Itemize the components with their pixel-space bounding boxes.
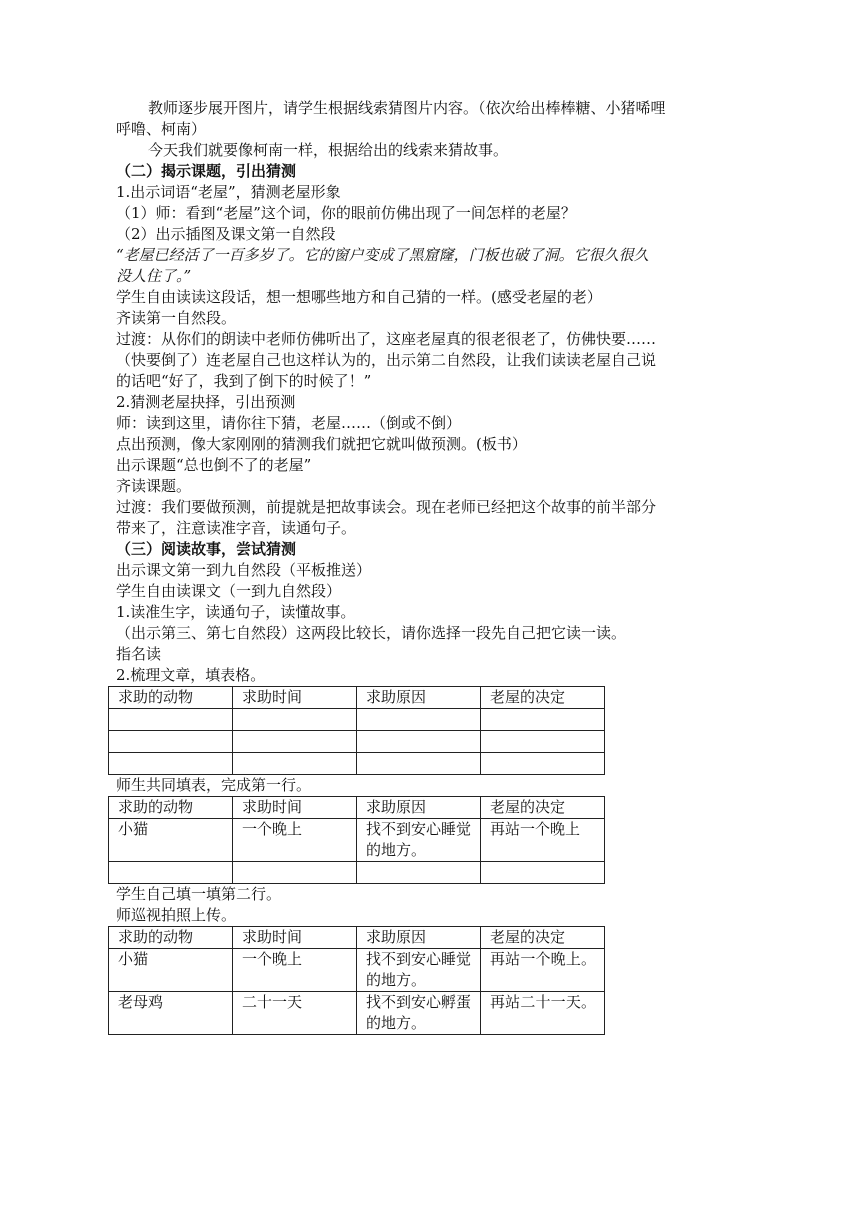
table-header-row (109, 797, 605, 819)
table-cell (357, 709, 481, 731)
table-row (109, 753, 605, 775)
section-heading: （二）揭示课题，引出猜测 (116, 162, 297, 180)
paragraph: 齐读课题。 (116, 477, 192, 495)
table-header-cell: 求助时间 (233, 797, 357, 819)
table-row (109, 862, 605, 884)
table-header-cell: 求助的动物 (109, 687, 233, 709)
paragraph: 2.猜测老屋抉择，引出预测 (116, 393, 296, 411)
table-cell (233, 709, 357, 731)
table-cell: 一个晚上 (233, 949, 357, 992)
table-cell: 再站一个晚上 (481, 819, 605, 862)
paragraph: （1）师：看到“老屋”这个词，你的眼前仿佛出现了一间怎样的老屋？ (116, 204, 576, 222)
paragraph: 过渡：从你们的朗读中老师仿佛听出了，这座老屋真的很老很老了，仿佛快要…… (116, 330, 657, 348)
paragraph: 教师逐步展开图片，请学生根据线索猜图片内容。（依次给出棒棒糖、小猪唏哩 (148, 99, 666, 117)
table-cell (233, 862, 357, 884)
table-header-cell: 老屋的决定 (481, 797, 605, 819)
table-header-cell: 求助原因 (357, 687, 481, 709)
paragraph: （2）出示插图及课文第一自然段 (116, 225, 336, 243)
table-cell (357, 753, 481, 775)
table-cell (109, 753, 233, 775)
table-cell: 找不到安心孵蛋的地方。 (357, 992, 481, 1035)
paragraph: 带来了，注意读准字音，读通句子。 (116, 519, 357, 537)
table-cell (481, 753, 605, 775)
paragraph: 过渡：我们要做预测，前提就是把故事读会。现在老师已经把这个故事的前半部分 (116, 498, 657, 516)
paragraph: 出示课文第一到九自然段（平板推送） (116, 561, 372, 579)
table-row (109, 709, 605, 731)
quote-line: “老屋已经活了一百多岁了。它的窗户变成了黑窟窿，门板也破了洞。它很久很久 (116, 246, 649, 264)
paragraph: 师生共同填表，完成第一行。 (116, 776, 312, 794)
table-row (109, 992, 605, 1035)
table-row (109, 949, 605, 992)
table-cell (357, 862, 481, 884)
table-cell: 老母鸡 (109, 992, 233, 1035)
table-cell (109, 709, 233, 731)
table-cell (481, 862, 605, 884)
section-heading: （三）阅读故事，尝试猜测 (116, 540, 297, 558)
paragraph: 1.出示词语“老屋”，猜测老屋形象 (116, 183, 341, 201)
table-cell (481, 731, 605, 753)
paragraph: 呼噜、柯南） (116, 120, 207, 138)
document-page (116, 98, 756, 1035)
table-cell (233, 753, 357, 775)
paragraph: 指名读 (116, 645, 162, 663)
table-cell: 找不到安心睡觉的地方。 (357, 949, 481, 992)
table-cell (233, 731, 357, 753)
table-cell: 一个晚上 (233, 819, 357, 862)
partial-table (108, 796, 605, 884)
paragraph: 的话吧“好了，我到了倒下的时候了！” (116, 372, 372, 390)
paragraph: 出示课题“总也倒不了的老屋” (116, 456, 312, 474)
paragraph: 学生自己填一填第二行。 (116, 885, 282, 903)
paragraph: （出示第三、第七自然段）这两段比较长，请你选择一段先自己把它读一读。 (116, 624, 627, 642)
table-header-row (109, 927, 605, 949)
table-cell: 小猫 (109, 819, 233, 862)
table-cell (109, 862, 233, 884)
paragraph: 2.梳理文章，填表格。 (116, 666, 266, 684)
table-header-cell: 求助的动物 (109, 797, 233, 819)
table-cell: 再站一个晚上。 (481, 949, 605, 992)
paragraph: （快要倒了）连老屋自己也这样认为的，出示第二自然段，让我们读读老屋自己说 (116, 351, 657, 369)
table-cell: 找不到安心睡觉的地方。 (357, 819, 481, 862)
table-cell: 小猫 (109, 949, 233, 992)
blank-table (108, 686, 605, 775)
paragraph: 师：读到这里，请你往下猜，老屋……（倒或不倒） (116, 414, 462, 432)
paragraph: 点出预测，像大家刚刚的猜测我们就把它就叫做预测。(板书） (116, 435, 527, 453)
table-row (109, 819, 605, 862)
table-header-cell: 求助的动物 (109, 927, 233, 949)
paragraph: 学生自由读课文（一到九自然段） (116, 582, 342, 600)
paragraph: 学生自由读读这段话，想一想哪些地方和自己猜的一样。(感受老屋的老） (116, 288, 602, 306)
table-cell: 二十一天 (233, 992, 357, 1035)
table-header-cell: 求助原因 (357, 927, 481, 949)
table-header-cell: 求助时间 (233, 687, 357, 709)
table-cell (357, 731, 481, 753)
table-header-row (109, 687, 605, 709)
filled-table (108, 926, 605, 1035)
paragraph: 今天我们就要像柯南一样，根据给出的线索来猜故事。 (148, 141, 509, 159)
table-row (109, 731, 605, 753)
paragraph: 齐读第一自然段。 (116, 309, 237, 327)
table-header-cell: 求助原因 (357, 797, 481, 819)
table-header-cell: 老屋的决定 (481, 687, 605, 709)
table-header-cell: 求助时间 (233, 927, 357, 949)
table-header-cell: 老屋的决定 (481, 927, 605, 949)
paragraph: 1.读准生字，读通句子，读懂故事。 (116, 603, 356, 621)
paragraph: 师巡视拍照上传。 (116, 906, 237, 924)
table-cell (109, 731, 233, 753)
table-cell (481, 709, 605, 731)
table-cell: 再站二十一天。 (481, 992, 605, 1035)
quote-line: 没人住了。” (116, 267, 192, 285)
